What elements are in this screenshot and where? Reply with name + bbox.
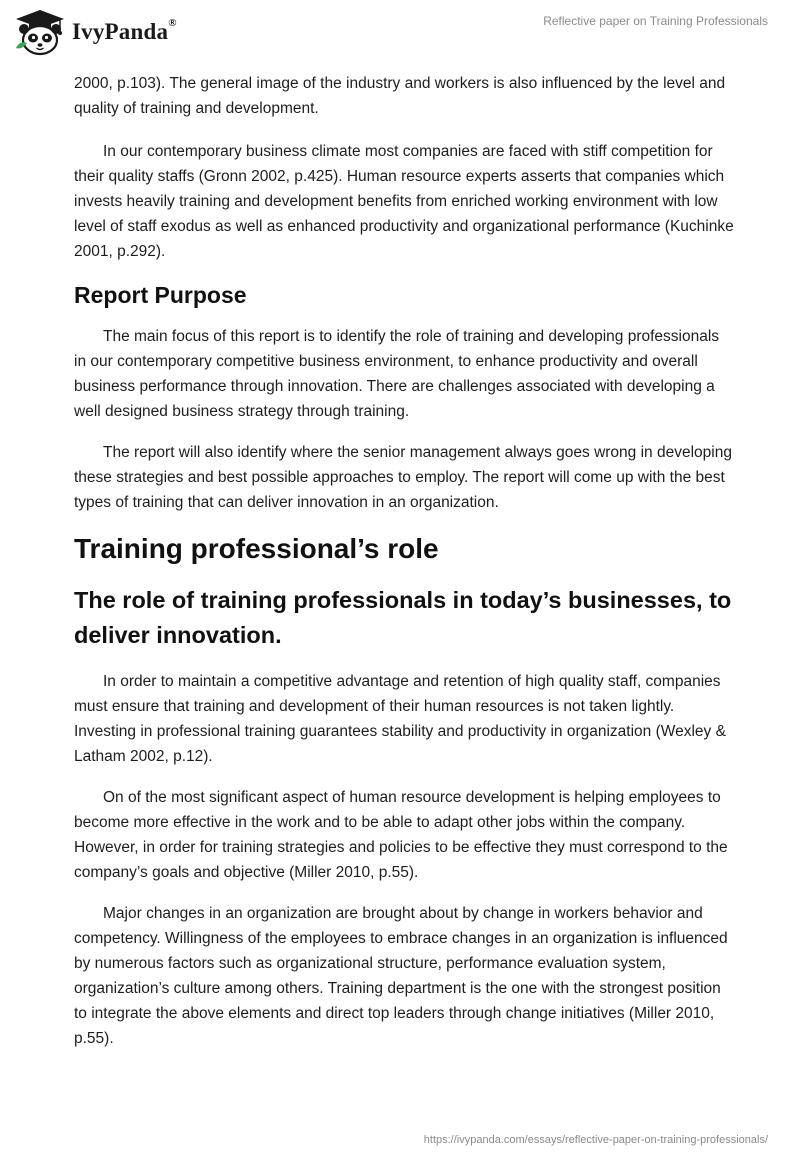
page-header: [0, 0, 800, 70]
paragraph-report-identify: The report will also identify where the senior management always goes wrong in developing these strategies and best possible approaches to employ. The report will come up with the best types of training that can deliver innovation in an organization.: [74, 444, 732, 511]
panda-graduate-icon: [14, 8, 66, 56]
heading-report-purpose: Report Purpose: [74, 282, 247, 308]
paragraph-business-climate: In our contemporary business climate most companies are faced with stiff competition for their quality staffs (Gronn 2002, p.425). Human resource experts asserts that companies which invests heavily training and development benefits from enriched working environment with low level of staff exodus as well as enhanced productivity and organizational performance (Kuchinke 2001, p.292).: [74, 143, 734, 260]
paragraph-report-focus: The main focus of this report is to identify the role of training and developing professionals in our contemporary competitive business environment, to enhance productivity and overall business performance through innovation. There are challenges associated with developing a well designed business strategy through training.: [74, 328, 720, 420]
paragraph-continuation: 2000, p.103). The general image of the industry and workers is also influenced by the level and quality of training and development.: [74, 75, 726, 117]
logo-name: IvyPanda: [72, 19, 169, 44]
heading-training-role: Training professional’s role: [74, 533, 439, 564]
essay-content: [74, 71, 734, 1067]
footer-source-url[interactable]: https://ivypanda.com/essays/reflective-paper-on-training-professionals/: [423, 1134, 768, 1146]
registered-mark: ®: [168, 17, 177, 29]
heading-role-innovation: The role of training professionals in today’s businesses, to deliver innovation.: [74, 587, 732, 648]
paragraph-major-changes: Major changes in an organization are brought about by change in workers behavior and competency. Willingness of the employees to embrace changes in an organization is influenced by numerous factors such as organizational structure, performance evaluation system, organization’s culture among others. Training department is the one with the strongest position to integrate the above elements and direct top leaders through change initiatives (Miller 2010, p.55).: [74, 905, 728, 1047]
paragraph-hr-development: On of the most significant aspect of human resource development is helping employees to become more effective in the work and to be able to adapt other jobs within the company. However, in order for training strategies and policies to be effective they must correspond to the company’s goals and objective (Miller 2010, p.55).: [74, 789, 728, 881]
document-title: Reflective paper on Training Professionals: [543, 14, 768, 28]
paragraph-competitive-advantage: In order to maintain a competitive advantage and retention of high quality staff, companies must ensure that training and development of their human resources is not taken lightly. Investing in professional training guarantees stability and productivity in organization (Wexley & Latham 2002, p.12).: [74, 673, 726, 765]
ivypanda-logo[interactable]: [14, 8, 177, 56]
logo-wordmark: [72, 19, 177, 45]
